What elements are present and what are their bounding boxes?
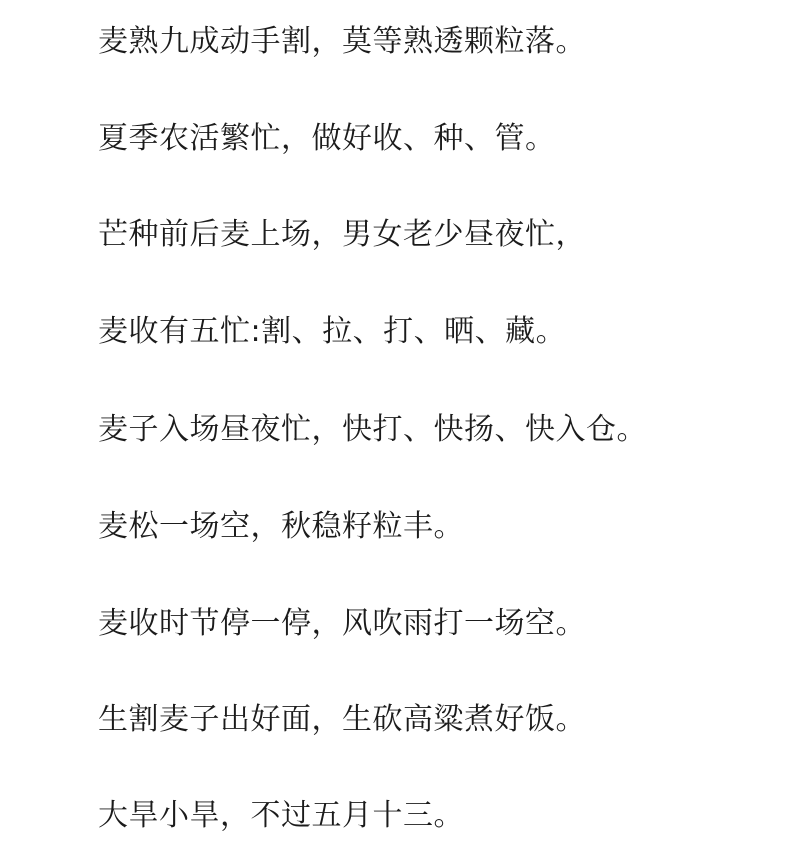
proverb-line: 麦收时节停一停，风吹雨打一场空。 bbox=[98, 606, 586, 641]
proverb-line: 麦熟九成动手割，莫等熟透颗粒落。 bbox=[98, 24, 586, 59]
proverb-line: 麦子入场昼夜忙，快打、快扬、快入仓。 bbox=[98, 412, 647, 447]
proverb-line: 生割麦子出好面，生砍高粱煮好饭。 bbox=[98, 702, 586, 737]
proverb-line: 夏季农活繁忙，做好收、种、管。 bbox=[98, 121, 556, 156]
proverb-line: 大旱小旱，不过五月十三。 bbox=[98, 798, 464, 833]
proverb-line: 麦松一场空，秋稳籽粒丰。 bbox=[98, 509, 464, 544]
proverb-line: 麦收有五忙:割、拉、打、晒、藏。 bbox=[98, 314, 567, 349]
proverb-line: 芒种前后麦上场，男女老少昼夜忙， bbox=[98, 217, 586, 252]
